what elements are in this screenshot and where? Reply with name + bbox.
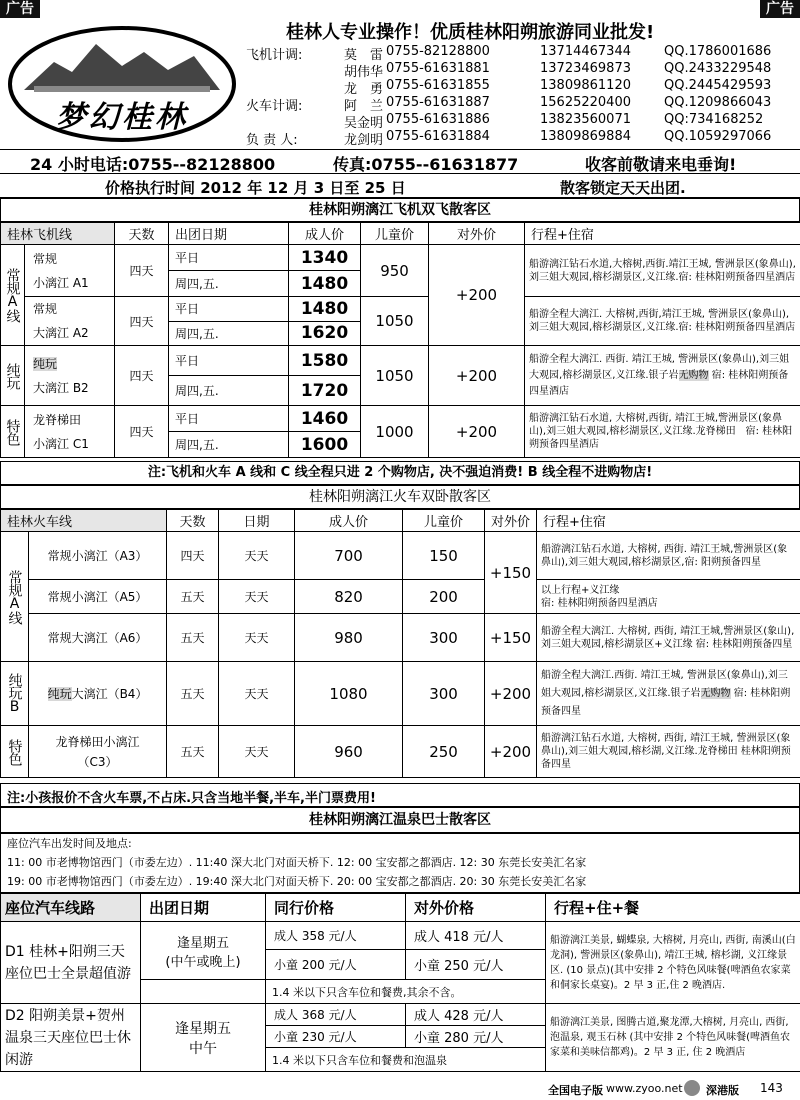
date: 天天 <box>219 726 295 778</box>
hotline-bar <box>0 150 800 174</box>
departure-line: 19: 00 市老博物馆西门（市委左边）. 19:40 深大北门对面天桥下. 20: 00 宝安都之都酒店. 20: 30 东莞长安美汇名家 <box>7 875 587 888</box>
external-adult: 成人 428 元/人 <box>406 1004 546 1026</box>
period-note: 散客锁定天天出团. <box>560 179 686 197</box>
flight-col-itinerary: 行程+住宿 <box>525 223 800 245</box>
adult-price: 1480 <box>289 297 361 322</box>
bus-note: 1.4 米以下只含车位和餐费,其余不含。 <box>266 980 546 1004</box>
external-price: +150 <box>485 532 537 614</box>
flight-col-adult: 成人价 <box>289 223 361 245</box>
table-row <box>1 614 800 662</box>
table-row <box>1 346 800 376</box>
child-price: 950 <box>361 245 429 297</box>
footer <box>0 1078 800 1100</box>
ad-tag-left: 广告 <box>0 0 40 18</box>
contact-role: 火车计调: <box>246 99 303 114</box>
itinerary: 船游漓江钻石水道,大榕树,西街.靖江王城, 訾洲景区(象鼻山),刘三姐大观园,榕杉湖景区,义江缘.宿: 桂林阳朔预备四星酒店 <box>525 245 800 297</box>
external-price: +200 <box>485 662 537 726</box>
peer-adult: 成人 358 元/人 <box>266 922 406 950</box>
contact-tel: 0755-61631887 <box>386 95 490 110</box>
child-price: 200 <box>403 580 485 614</box>
flight-section-title: 桂林阳朔漓江飞机双飞散客区 <box>0 198 800 222</box>
route-name: 常规 大漓江 A2 <box>25 297 115 346</box>
external-price: +150 <box>485 614 537 662</box>
logo <box>4 22 240 146</box>
train-col-itinerary: 行程+住宿 <box>537 510 800 532</box>
contact-qq: QQ.1786001686 <box>664 44 772 59</box>
contact-tel: 0755-61631884 <box>386 129 490 144</box>
adult-price: 1480 <box>289 271 361 297</box>
contact-name: 莫 雷 <box>344 48 384 63</box>
contact-role: 飞机计调: <box>246 48 303 63</box>
days: 四天 <box>115 406 169 458</box>
contact-tel: 0755-61631886 <box>386 112 490 127</box>
flight-col-route: 桂林飞机线 <box>1 223 115 245</box>
table-row <box>1 406 800 432</box>
date: 天天 <box>219 662 295 726</box>
flight-header-row <box>1 223 800 245</box>
contact-row <box>246 44 798 61</box>
train-header-row <box>1 510 800 532</box>
table-row <box>1 726 800 778</box>
adult-price: 1720 <box>289 376 361 406</box>
contact-name: 胡伟华 <box>344 65 384 80</box>
ad-tag-right: 广告 <box>760 0 800 18</box>
external-child: 小童 280 元/人 <box>406 1026 546 1048</box>
group-label: 常规A线 <box>1 245 25 346</box>
train-note: 注:小孩报价不含火车票,不占床.只含当地半餐,半车,半门票费用! <box>0 783 800 807</box>
contact-qq: QQ.2433229548 <box>664 61 772 76</box>
departure-heading: 座位汽车出发时间及地点: <box>7 837 132 850</box>
train-col-date: 日期 <box>219 510 295 532</box>
train-col-external: 对外价 <box>485 510 537 532</box>
contact-qq: QQ:734168252 <box>664 112 764 127</box>
bus-table <box>0 893 800 1072</box>
bus-col-route: 座位汽车线路 <box>1 894 141 922</box>
bus-itinerary: 船游漓江美景, 蝴蝶泉, 大榕树, 月亮山, 西街, 南溪山(白龙洞), 訾洲景区(象鼻山), 靖江王城, 榕杉湖, 义江缘景区. (10 景点)(其中安排 2 个特色风味餐(啤酒鱼农家菜和侗家长桌宴)。2 早 3 正,住 2 晚酒店. <box>546 922 800 1004</box>
hotline-fax: 传真:0755--61631877 <box>333 155 519 174</box>
adult-price: 700 <box>295 532 403 580</box>
period-text: 价格执行时间 2012 年 12 月 3 日至 25 日 <box>105 179 406 197</box>
table-row <box>1 580 800 614</box>
route-name: 常规小漓江（A5） <box>29 580 167 614</box>
site-logo-icon <box>684 1080 700 1096</box>
train-col-route: 桂林火车线 <box>1 510 167 532</box>
bus-route: D2 阳朔美景+贺州温泉三天座位巴士休闲游 <box>1 1004 141 1072</box>
child-price: 1050 <box>361 297 429 346</box>
contact-tel: 0755-61631881 <box>386 61 490 76</box>
contact-qq: QQ.1059297066 <box>664 129 772 144</box>
bus-date: 逢星期五 (中午或晚上) <box>141 922 266 980</box>
flight-col-child: 儿童价 <box>361 223 429 245</box>
bus-header-row <box>1 894 800 922</box>
bus-date-spacer <box>141 980 266 1004</box>
itinerary: 船游全程大漓江.西街. 靖江王城, 訾洲景区(象鼻山),刘三姐大观园,榕杉湖景区,义江缘.银子岩无购物 宿: 桂林阳朔预备四星 <box>537 662 800 726</box>
external-child: 小童 250 元/人 <box>406 950 546 980</box>
date: 平日 <box>169 245 289 271</box>
flight-table <box>0 222 800 458</box>
date: 平日 <box>169 297 289 322</box>
train-table <box>0 509 800 778</box>
child-price: 300 <box>403 662 485 726</box>
contact-row <box>246 78 798 95</box>
bus-itinerary: 船游漓江美景, 图腾古道,聚龙潭,大榕树, 月亮山, 西街, 泡温泉, 观玉石林 (其中安排 2 个特色风味餐(啤酒鱼农家菜和美味信都鸡)。2 早 3 正, 住 2 晚酒店 <box>546 1004 800 1072</box>
adult-price: 1600 <box>289 432 361 458</box>
header-title: 桂林人专业操作！优质桂林阳朔旅游同业批发! <box>286 22 655 43</box>
contact-mobile: 15625220400 <box>540 95 631 110</box>
date: 平日 <box>169 406 289 432</box>
contact-name: 龙 勇 <box>344 82 384 97</box>
contact-name: 阿 兰 <box>344 99 384 114</box>
date: 天天 <box>219 614 295 662</box>
hotline-phone: 24 小时电话:0755--82128800 <box>30 155 276 174</box>
contact-mobile: 13809861120 <box>540 78 631 93</box>
adult-price: 1620 <box>289 321 361 346</box>
group-label: 特色 <box>1 406 25 458</box>
table-row <box>1 662 800 726</box>
departure-line: 11: 00 市老博物馆西门（市委左边）. 11:40 深大北门对面天桥下. 12: 00 宝安都之都酒店. 12: 30 东莞长安美汇名家 <box>7 856 587 869</box>
route-name: 纯玩大漓江（B4） <box>29 662 167 726</box>
flight-note: 注:飞机和火车 A 线和 C 线全程只进 2 个购物店, 决不强迫消费! B 线全程不进购物店! <box>0 461 800 485</box>
itinerary: 船游漓江钻石水道, 大榕树,西街, 靖江王城,訾洲景区(象鼻山),刘三姐大观园,榕杉湖景区,义江缘.龙脊梯田 宿: 桂林阳朔预备四星酒店 <box>525 406 800 458</box>
page-number: 143 <box>760 1081 783 1095</box>
footer-edition: 深港版 <box>706 1084 739 1097</box>
route-name: 龙脊梯田 小漓江 C1 <box>25 406 115 458</box>
route-name: 常规小漓江（A3） <box>29 532 167 580</box>
table-row <box>1 532 800 580</box>
child-price: 150 <box>403 532 485 580</box>
child-price: 300 <box>403 614 485 662</box>
contact-mobile: 13723469873 <box>540 61 631 76</box>
flight-col-days: 天数 <box>115 223 169 245</box>
contact-role: 负 责 人: <box>246 133 298 148</box>
bus-route: D1 桂林+阳朔三天座位巴士全景超值游 <box>1 922 141 1004</box>
days: 五天 <box>167 580 219 614</box>
contact-name: 龙剑明 <box>344 133 384 148</box>
itinerary: 以上行程+义江缘 宿: 桂林阳朔预备四星酒店 <box>537 580 800 614</box>
external-price: +200 <box>429 346 525 406</box>
contact-mobile: 13809869884 <box>540 129 631 144</box>
external-price: +200 <box>429 406 525 458</box>
route-name: 常规 小漓江 A1 <box>25 245 115 297</box>
date: 周四,五. <box>169 321 289 346</box>
footer-url: www.zyoo.net <box>606 1082 683 1095</box>
route-name: 常规大漓江（A6） <box>29 614 167 662</box>
days: 四天 <box>115 245 169 297</box>
group-label: 常规A线 <box>1 532 29 662</box>
flight-col-date: 出团日期 <box>169 223 289 245</box>
table-row <box>1 922 800 950</box>
bus-col-itinerary: 行程+住+餐 <box>546 894 800 922</box>
child-price: 250 <box>403 726 485 778</box>
contact-tel: 0755-82128800 <box>386 44 490 59</box>
contact-row <box>246 61 798 78</box>
period-bar <box>0 174 800 198</box>
hotline-note: 收客前敬请来电垂询! <box>585 155 737 174</box>
contact-tel: 0755-61631855 <box>386 78 490 93</box>
footer-label: 全国电子版 <box>548 1084 603 1097</box>
bus-note: 1.4 米以下只含车位和餐费和泡温泉 <box>266 1048 546 1072</box>
contact-row <box>246 95 798 112</box>
bus-section-title: 桂林阳朔漓江温泉巴士散客区 <box>0 807 800 833</box>
bus-col-external: 对外价格 <box>406 894 546 922</box>
date: 平日 <box>169 346 289 376</box>
group-label: 纯玩B <box>1 662 29 726</box>
external-price: +200 <box>485 726 537 778</box>
contact-mobile: 13714467344 <box>540 44 631 59</box>
route-name: 纯玩 大漓江 B2 <box>25 346 115 406</box>
table-row <box>1 245 800 271</box>
date: 天天 <box>219 580 295 614</box>
train-section-title: 桂林阳朔漓江火车双卧散客区 <box>0 485 800 509</box>
contact-row <box>246 112 798 129</box>
child-price: 1050 <box>361 346 429 406</box>
group-label: 特色 <box>1 726 29 778</box>
days: 四天 <box>167 532 219 580</box>
adult-price: 1340 <box>289 245 361 271</box>
days: 四天 <box>115 297 169 346</box>
adult-price: 820 <box>295 580 403 614</box>
header <box>0 0 800 150</box>
days: 五天 <box>167 662 219 726</box>
bus-col-peer: 同行价格 <box>266 894 406 922</box>
route-name: 龙脊梯田小漓江 （C3） <box>29 726 167 778</box>
contact-qq: QQ.2445429593 <box>664 78 772 93</box>
days: 四天 <box>115 346 169 406</box>
date: 天天 <box>219 532 295 580</box>
contact-mobile: 13823560071 <box>540 112 631 127</box>
train-col-adult: 成人价 <box>295 510 403 532</box>
external-price: +200 <box>429 245 525 346</box>
adult-price: 1460 <box>289 406 361 432</box>
train-col-child: 儿童价 <box>403 510 485 532</box>
itinerary: 船游全程大漓江. 大榕树,西街,靖江王城, 訾洲景区(象鼻山),刘三姐大观园,榕杉湖景区,义江缘.宿: 桂林阳朔预备四星酒店 <box>525 297 800 346</box>
date: 周四,五. <box>169 432 289 458</box>
table-row <box>1 297 800 322</box>
date: 周四,五. <box>169 376 289 406</box>
contact-row <box>246 129 798 146</box>
peer-adult: 成人 368 元/人 <box>266 1004 406 1026</box>
flight-col-external: 对外价 <box>429 223 525 245</box>
bus-col-date: 出团日期 <box>141 894 266 922</box>
bus-date: 逢星期五 中午 <box>141 1004 266 1072</box>
group-label: 纯玩 <box>1 346 25 406</box>
date: 周四,五. <box>169 271 289 297</box>
days: 五天 <box>167 726 219 778</box>
contact-name: 吴金明 <box>344 116 384 131</box>
days: 五天 <box>167 614 219 662</box>
adult-price: 960 <box>295 726 403 778</box>
adult-price: 980 <box>295 614 403 662</box>
peer-child: 小童 200 元/人 <box>266 950 406 980</box>
table-row <box>1 1004 800 1026</box>
itinerary: 船游全程大漓江. 西街. 靖江王城, 訾洲景区(象鼻山),刘三姐大观园,榕杉湖景区,义江缘.银子岩无购物 宿: 桂林阳朔预备四星酒店 <box>525 346 800 406</box>
itinerary: 船游全程大漓江. 大榕树, 西街, 靖江王城,訾洲景区(象山),刘三姐大观园,榕杉湖景区+义江缘 宿: 桂林阳朔预备四星 <box>537 614 800 662</box>
bus-departure <box>0 833 800 893</box>
itinerary: 船游漓江钻石水道, 大榕树, 西街. 靖江王城,訾洲景区(象鼻山),刘三姐大观园,榕杉湖景区,宿: 阳朔预备四星 <box>537 532 800 580</box>
external-adult: 成人 418 元/人 <box>406 922 546 950</box>
child-price: 1000 <box>361 406 429 458</box>
train-col-days: 天数 <box>167 510 219 532</box>
logo-text: 梦幻桂林 <box>56 100 188 135</box>
peer-child: 小童 230 元/人 <box>266 1026 406 1048</box>
adult-price: 1580 <box>289 346 361 376</box>
adult-price: 1080 <box>295 662 403 726</box>
contact-list <box>246 44 798 146</box>
itinerary: 船游漓江钻石水道, 大榕树, 西街, 靖江王城, 訾洲景区(象鼻山),刘三姐大观园,榕杉湖,义江缘.龙脊梯田 桂林阳朔预备四星 <box>537 726 800 778</box>
contact-qq: QQ.1209866043 <box>664 95 772 110</box>
